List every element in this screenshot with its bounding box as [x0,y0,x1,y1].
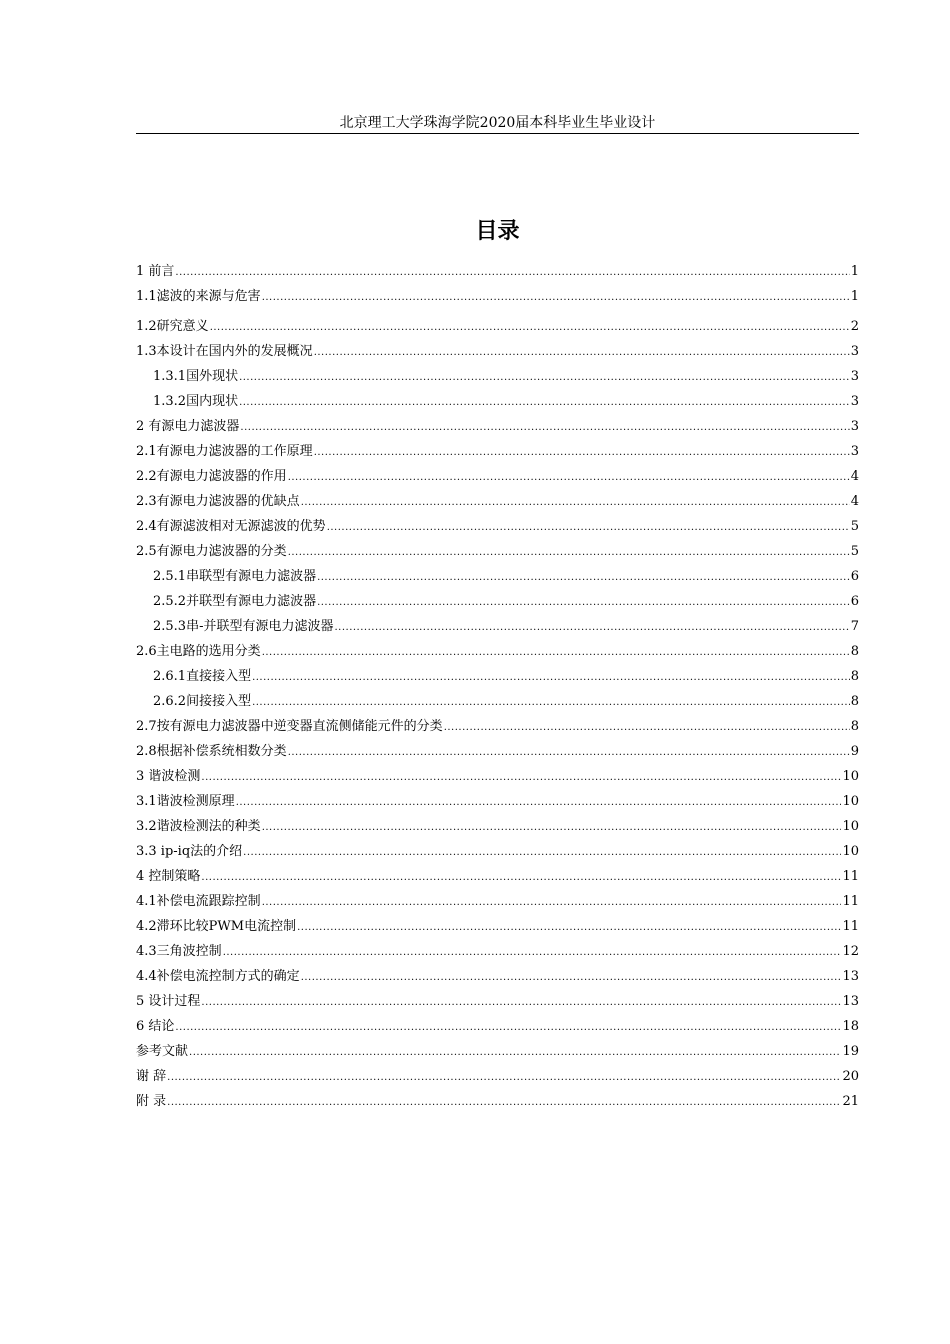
toc-dot-leader [297,916,841,940]
toc-dot-leader [210,316,850,340]
toc-dot-leader [175,261,849,285]
toc-entry-label: 1.2研究意义 [136,319,209,334]
toc-entry-page-number: 4 [850,494,859,509]
toc-entry-label: 2.6.2间接接入型 [153,694,252,709]
toc-entry-label: 2 有源电力滤波器 [136,419,240,434]
toc-entry-page-number: 3 [850,444,859,459]
toc-dot-leader [252,666,850,690]
toc-entry-label: 3.1谐波检测原理 [136,794,235,809]
toc-dot-leader [314,441,850,465]
toc-entry-label: 2.5有源电力滤波器的分类 [136,544,287,559]
toc-dot-leader [444,716,850,740]
toc-entry-page-number: 11 [842,894,859,909]
toc-entry-page-number: 8 [850,694,859,709]
toc-entry-page-number: 13 [842,969,859,984]
toc-entry-label: 附 录 [136,1094,167,1109]
toc-entry[interactable] [153,390,859,414]
toc-dot-leader [262,286,850,310]
toc-entry-page-number: 6 [850,594,859,609]
toc-entry[interactable] [136,440,859,464]
toc-entry-page-number: 12 [842,944,859,959]
toc-entry-label: 3.2谐波检测法的种类 [136,819,261,834]
page-header: 北京理工大学珠海学院2020届本科毕业生毕业设计 [339,115,656,131]
toc-entry[interactable] [136,285,859,309]
toc-entry-page-number: 8 [850,719,859,734]
toc-entry-page-number: 11 [842,869,859,884]
toc-dot-leader [317,566,850,590]
toc-title: 目录 [475,219,520,244]
toc-entry[interactable] [136,990,859,1014]
toc-entry-page-number: 10 [842,769,859,784]
toc-entry-label: 1 前言 [136,264,175,279]
toc-entry-label: 2.5.2并联型有源电力滤波器 [153,594,317,609]
toc-dot-leader [201,991,841,1015]
toc-entry-label: 2.5.1串联型有源电力滤波器 [153,569,317,584]
toc-entry-label: 4.3三角波控制 [136,944,222,959]
toc-entry[interactable] [136,840,859,864]
toc-entry[interactable] [136,815,859,839]
toc-entry[interactable] [136,1065,859,1089]
toc-entry-label: 2.2有源电力滤波器的作用 [136,469,287,484]
toc-entry-label: 2.3有源电力滤波器的优缺点 [136,494,300,509]
toc-entry-page-number: 4 [850,469,859,484]
toc-entry-page-number: 10 [842,819,859,834]
toc-entry-label: 1.3.1国外现状 [153,369,239,384]
toc-entry-page-number: 3 [850,344,859,359]
toc-dot-leader [262,816,842,840]
toc-entry[interactable] [153,690,859,714]
toc-entry[interactable] [136,790,859,814]
toc-dot-leader [252,691,850,715]
toc-entry-page-number: 18 [842,1019,859,1034]
toc-entry[interactable] [136,260,859,284]
toc-entry-label: 谢 辞 [136,1069,167,1084]
toc-dot-leader [327,516,850,540]
toc-entry[interactable] [136,415,859,439]
toc-entry-page-number: 10 [842,794,859,809]
toc-dot-leader [334,616,849,640]
toc-entry-page-number: 8 [850,644,859,659]
toc-entry-page-number: 9 [850,744,859,759]
toc-dot-leader [175,1016,841,1040]
toc-entry[interactable] [136,940,859,964]
toc-entry-page-number: 11 [842,919,859,934]
toc-entry-label: 3.3 ip-iq法的介绍 [136,844,243,859]
toc-entry[interactable] [136,515,859,539]
toc-entry-page-number: 2 [850,319,859,334]
toc-entry[interactable] [136,915,859,939]
toc-entry-page-number: 3 [850,369,859,384]
toc-entry[interactable] [136,1040,859,1064]
toc-entry-label: 1.3.2国内现状 [153,394,239,409]
toc-entry-label: 2.8根据补偿系统相数分类 [136,744,287,759]
toc-entry[interactable] [136,315,859,339]
toc-entry-page-number: 7 [850,619,859,634]
toc-entry-label: 1.3本设计在国内外的发展概况 [136,344,313,359]
toc-entry-label: 2.5.3串-并联型有源电力滤波器 [153,619,334,634]
toc-entry-page-number: 13 [842,994,859,1009]
toc-entry-page-number: 8 [850,669,859,684]
toc-entry-page-number: 5 [850,519,859,534]
toc-entry-page-number: 3 [850,394,859,409]
toc-entry[interactable] [136,890,859,914]
toc-dot-leader [243,841,841,865]
toc-entry[interactable] [136,715,859,739]
toc-entry-label: 2.4有源滤波相对无源滤波的优势 [136,519,326,534]
toc-entry[interactable] [136,865,859,889]
toc-dot-leader [288,541,850,565]
toc-entry-label: 1.1滤波的来源与危害 [136,289,261,304]
toc-entry-label: 5 设计过程 [136,994,201,1009]
toc-entry-page-number: 6 [850,569,859,584]
toc-entry[interactable] [136,340,859,364]
toc-dot-leader [239,366,850,390]
toc-entry[interactable] [136,640,859,664]
toc-entry-page-number: 3 [850,419,859,434]
toc-entry-label: 2.1有源电力滤波器的工作原理 [136,444,313,459]
toc-entry-label: 参考文献 [136,1044,189,1059]
toc-dot-leader [317,591,850,615]
toc-entry[interactable] [153,615,859,639]
toc-entry[interactable] [136,540,859,564]
toc-entry-label: 4.1补偿电流跟踪控制 [136,894,261,909]
toc-dot-leader [167,1066,841,1090]
toc-entry-page-number: 1 [850,264,859,279]
toc-entry-label: 2.6主电路的选用分类 [136,644,261,659]
toc-entry[interactable] [153,590,859,614]
toc-entry-page-number: 5 [850,544,859,559]
toc-entry[interactable] [136,1015,859,1039]
toc-entry-label: 4.2滞环比较PWM电流控制 [136,919,297,934]
toc-dot-leader [201,866,841,890]
toc-dot-leader [314,341,850,365]
toc-dot-leader [301,491,850,515]
toc-dot-leader [288,741,850,765]
toc-dot-leader [262,891,842,915]
toc-dot-leader [288,466,850,490]
toc-entry[interactable] [136,740,859,764]
toc-dot-leader [236,791,842,815]
header-divider [136,133,859,134]
toc-entry[interactable] [136,765,859,789]
toc-entry-label: 3 谐波检测 [136,769,201,784]
toc-dot-leader [201,766,841,790]
toc-entry-label: 6 结论 [136,1019,175,1034]
toc-entry-page-number: 21 [842,1094,859,1109]
toc-entry[interactable] [136,1090,859,1114]
toc-entry-page-number: 19 [842,1044,859,1059]
toc-dot-leader [189,1041,841,1065]
toc-entry-label: 2.6.1直接接入型 [153,669,252,684]
toc-entry[interactable] [153,565,859,589]
toc-entry[interactable] [136,490,859,514]
toc-entry-page-number: 20 [842,1069,859,1084]
toc-dot-leader [223,941,842,965]
toc-dot-leader [167,1091,841,1115]
toc-entry[interactable] [136,465,859,489]
toc-entry-label: 2.7按有源电力滤波器中逆变器直流侧储能元件的分类 [136,719,443,734]
toc-dot-leader [301,966,842,990]
toc-entry-label: 4 控制策略 [136,869,201,884]
toc-entry-label: 4.4补偿电流控制方式的确定 [136,969,300,984]
toc-dot-leader [240,416,849,440]
toc-entry-page-number: 10 [842,844,859,859]
toc-dot-leader [239,391,850,415]
toc-dot-leader [262,641,850,665]
toc-entry[interactable] [136,965,859,989]
toc-entry-page-number: 1 [850,289,859,304]
toc-entry[interactable] [153,665,859,689]
toc-entry[interactable] [153,365,859,389]
